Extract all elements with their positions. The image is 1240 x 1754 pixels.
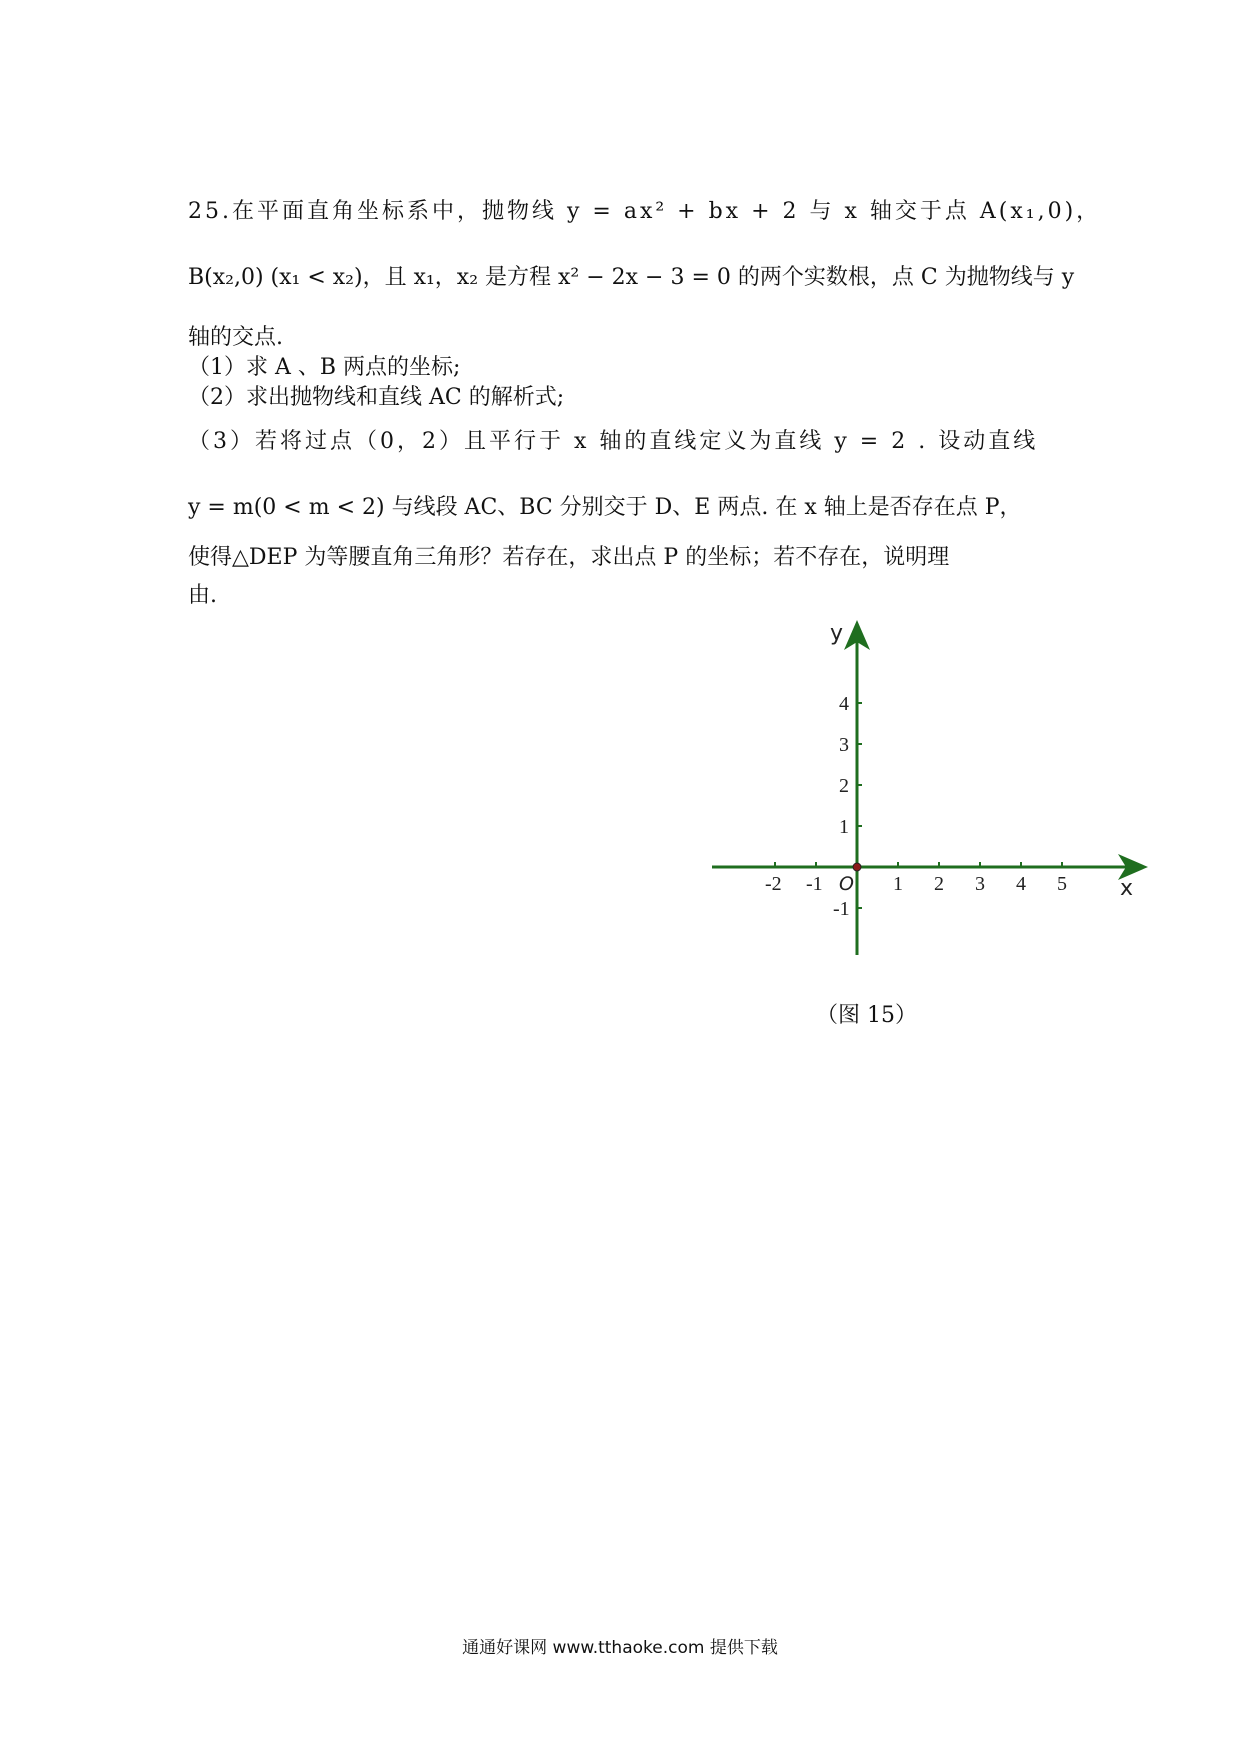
origin-label: O <box>839 873 854 895</box>
x-tick-label: -1 <box>806 873 823 895</box>
question-part-1: （1）求 A 、B 两点的坐标; <box>188 355 461 380</box>
question-part-3-line-4: 由. <box>188 583 217 608</box>
footer-watermark: 通通好课网 www.tthaoke.com 提供下载 <box>462 1638 778 1658</box>
y-axis-label: y <box>830 621 844 646</box>
origin-point <box>853 863 861 871</box>
y-tick-label: 4 <box>839 693 849 715</box>
x-tick-label: 2 <box>934 873 944 895</box>
y-tick-label: 3 <box>839 734 849 756</box>
x-tick-label: 3 <box>975 873 985 895</box>
x-tick-label: 1 <box>893 873 903 895</box>
x-tick-label: 5 <box>1057 873 1067 895</box>
figure-caption: （图 15） <box>816 1003 917 1028</box>
x-tick-label: -2 <box>765 873 782 895</box>
y-tick-label: 1 <box>839 816 849 838</box>
question-part-2: （2）求出抛物线和直线 AC 的解析式; <box>188 385 565 410</box>
problem-line-2: B(x₂,0) (x₁ < x₂)，且 x₁，x₂ 是方程 x² − 2x − 3 = 0 的两个实数根，点 C 为抛物线与 y <box>188 265 1075 290</box>
coordinate-axes-figure <box>700 620 1150 980</box>
question-part-3-line-1: （3）若将过点（0，2）且平行于 x 轴的直线定义为直线 y = 2 . 设动直线 <box>188 429 1039 454</box>
x-axis-label: x <box>1120 876 1134 901</box>
y-tick-label: 2 <box>839 775 849 797</box>
problem-line-1: 25.在平面直角坐标系中，抛物线 y = ax² + bx + 2 与 x 轴交于点 A(x₁,0)， <box>188 199 1102 224</box>
x-tick-label: 4 <box>1016 873 1026 895</box>
problem-line-3: 轴的交点. <box>188 325 283 350</box>
question-part-3-line-3: 使得△DEP 为等腰直角三角形？若存在，求出点 P 的坐标；若不存在，说明理 <box>188 545 950 570</box>
question-part-3-line-2: y = m(0 < m < 2) 与线段 AC、BC 分别交于 D、E 两点. 在 x 轴上是否存在点 P， <box>188 495 1022 520</box>
y-tick-label: -1 <box>833 898 850 920</box>
